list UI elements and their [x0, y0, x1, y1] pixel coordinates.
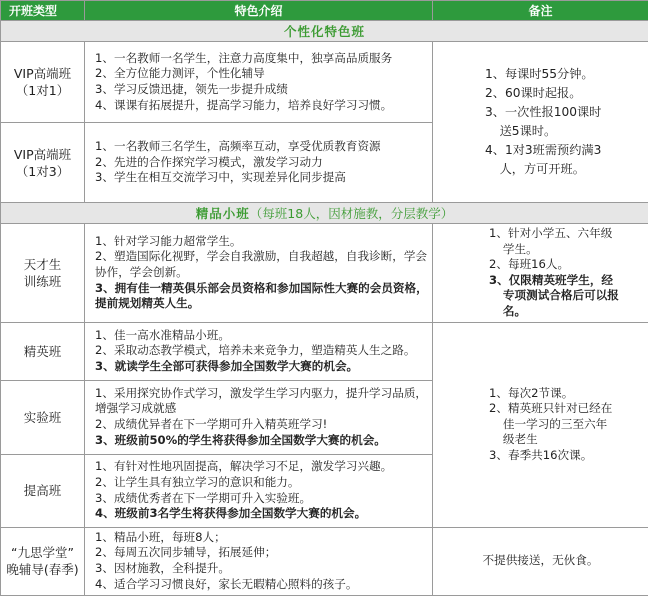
section-subtitle: （每班18人，因材施教，分层教学）: [249, 206, 454, 221]
feature-item: 2、让学生具有独立学习的意识和能力。: [95, 474, 300, 489]
feature-item: 2、先进的合作探究学习模式，激发学习动力: [95, 154, 323, 169]
features-cell: [85, 322, 433, 380]
note-item: 3、春季共16次课。: [489, 447, 593, 462]
class-type-name-2: 训练班: [23, 273, 62, 289]
note-item: 1、每课时55分钟。: [485, 67, 594, 81]
class-type-name: 天才生: [23, 256, 62, 272]
header-features: 特色介绍: [85, 1, 433, 21]
class-type-name: “九思学堂”: [11, 545, 74, 561]
feature-item: 2、全方位能力测评，个性化辅导: [95, 66, 265, 81]
class-type-cell: 实验班: [1, 380, 85, 454]
note-item: 2、60课时起报。: [485, 86, 582, 100]
features-cell: [85, 527, 433, 595]
section-title-main: 精品小班: [195, 206, 250, 221]
table-row: [1, 42, 648, 123]
feature-item: 3、学生在相互交流学习中，实现差异化同步提高: [95, 170, 346, 185]
table-row: [1, 527, 648, 595]
feature-item: 1、佳一高水准精品小班。: [95, 327, 230, 342]
feature-item: 2、采取动态教学模式，培养未来竞争力，塑造精英人生之路。: [95, 343, 416, 358]
header-notes: 备注: [433, 1, 648, 21]
class-type-cell: [1, 224, 85, 323]
feature-item: 1、针对学习能力超常学生。: [95, 233, 242, 248]
features-cell: [85, 224, 433, 323]
feature-item: 3、班级前50%的学生将获得参加全国数学大赛的机会。: [95, 432, 386, 447]
notes-cell: 不提供接送，无伙食。: [433, 527, 648, 595]
features-cell: [85, 454, 433, 527]
feature-item: 1、采用探究协作式学习，激发学生学习内驱力，提升学习品质，增强学习成就感: [95, 385, 428, 416]
note-item: 1、针对小学五、六年级学生。: [489, 226, 613, 256]
table-header-row: [1, 1, 648, 21]
feature-item: 1、有针对性地巩固提高，解决学习不足，激发学习兴趣。: [95, 459, 393, 474]
feature-item: 1、一名教师三名学生，高频率互动，享受优质教育资源: [95, 139, 381, 154]
note-item: 2、每班16人。: [489, 257, 570, 272]
class-type-cell: [1, 527, 85, 595]
notes-cell: [433, 224, 648, 323]
features-cell: [85, 123, 433, 203]
section-title: 个性化特色班: [1, 21, 648, 42]
section-small-class: [1, 203, 648, 224]
class-type-cell: 提高班: [1, 454, 85, 527]
feature-item: 3、因材施教，全科提升。: [95, 561, 230, 576]
note-item: 3、一次性报100课时送5课时。: [485, 105, 602, 138]
class-type-cell: [1, 42, 85, 123]
feature-item: 4、课课有拓展提升，提高学习能力，培养良好学习习惯。: [95, 97, 393, 112]
feature-item: 2、成绩优异者在下一学期可升入精英班学习!: [95, 417, 328, 432]
feature-item: 2、每周五次同步辅导，拓展延伸；: [95, 545, 277, 560]
feature-item: 3、学习反馈迅捷，领先一步提升成绩: [95, 82, 288, 96]
class-type-ratio: （1对3）: [15, 163, 70, 179]
feature-item: 3、拥有佳一精英俱乐部会员资格和参加国际性大赛的会员资格，提前规划精英人生。: [95, 280, 428, 311]
note-item: 2、精英班只针对已经在佳一学习的三至六年级老生: [489, 401, 613, 447]
class-type-name: VIP高端班: [13, 146, 72, 162]
class-type-cell: 精英班: [1, 322, 85, 380]
note-item: 1、每次2节课。: [489, 385, 574, 400]
note-item: 3、仅限精英班学生，经专项测试合格后可以报名。: [489, 272, 619, 318]
feature-item: 3、就读学生全部可获得参加全国数学大赛的机会。: [95, 358, 359, 373]
feature-item: 1、精品小班，每班8人；: [95, 529, 226, 544]
feature-item: 2、塑造国际化视野，学会自我激励，自我超越，自我诊断，学会协作，学会创新。: [95, 249, 428, 279]
feature-item: 3、成绩优秀者在下一学期可升入实验班。: [95, 490, 312, 505]
section-title: [1, 203, 648, 224]
feature-item: 1、一名教师一名学生，注意力高度集中，独享高品质服务: [95, 50, 393, 65]
note-item: 4、1对3班需预约满3人，方可开班。: [485, 143, 602, 176]
class-type-name: VIP高端班: [13, 66, 72, 81]
feature-item: 4、适合学习习惯良好，家长无暇精心照料的孩子。: [95, 576, 358, 591]
class-type-ratio: （1对1）: [15, 83, 70, 98]
feature-item: 4、班级前3名学生将获得参加全国数学大赛的机会。: [95, 506, 367, 521]
table-row: [1, 322, 648, 380]
section-personalized: [1, 21, 648, 42]
table-row: [1, 224, 648, 323]
features-cell: [85, 42, 433, 123]
features-cell: [85, 380, 433, 454]
notes-cell: [433, 322, 648, 527]
class-type-cell: [1, 123, 85, 203]
header-class-type: 开班类型: [1, 1, 85, 21]
notes-cell: [433, 42, 648, 203]
class-type-name-2: 晚辅导(春季): [6, 562, 79, 578]
